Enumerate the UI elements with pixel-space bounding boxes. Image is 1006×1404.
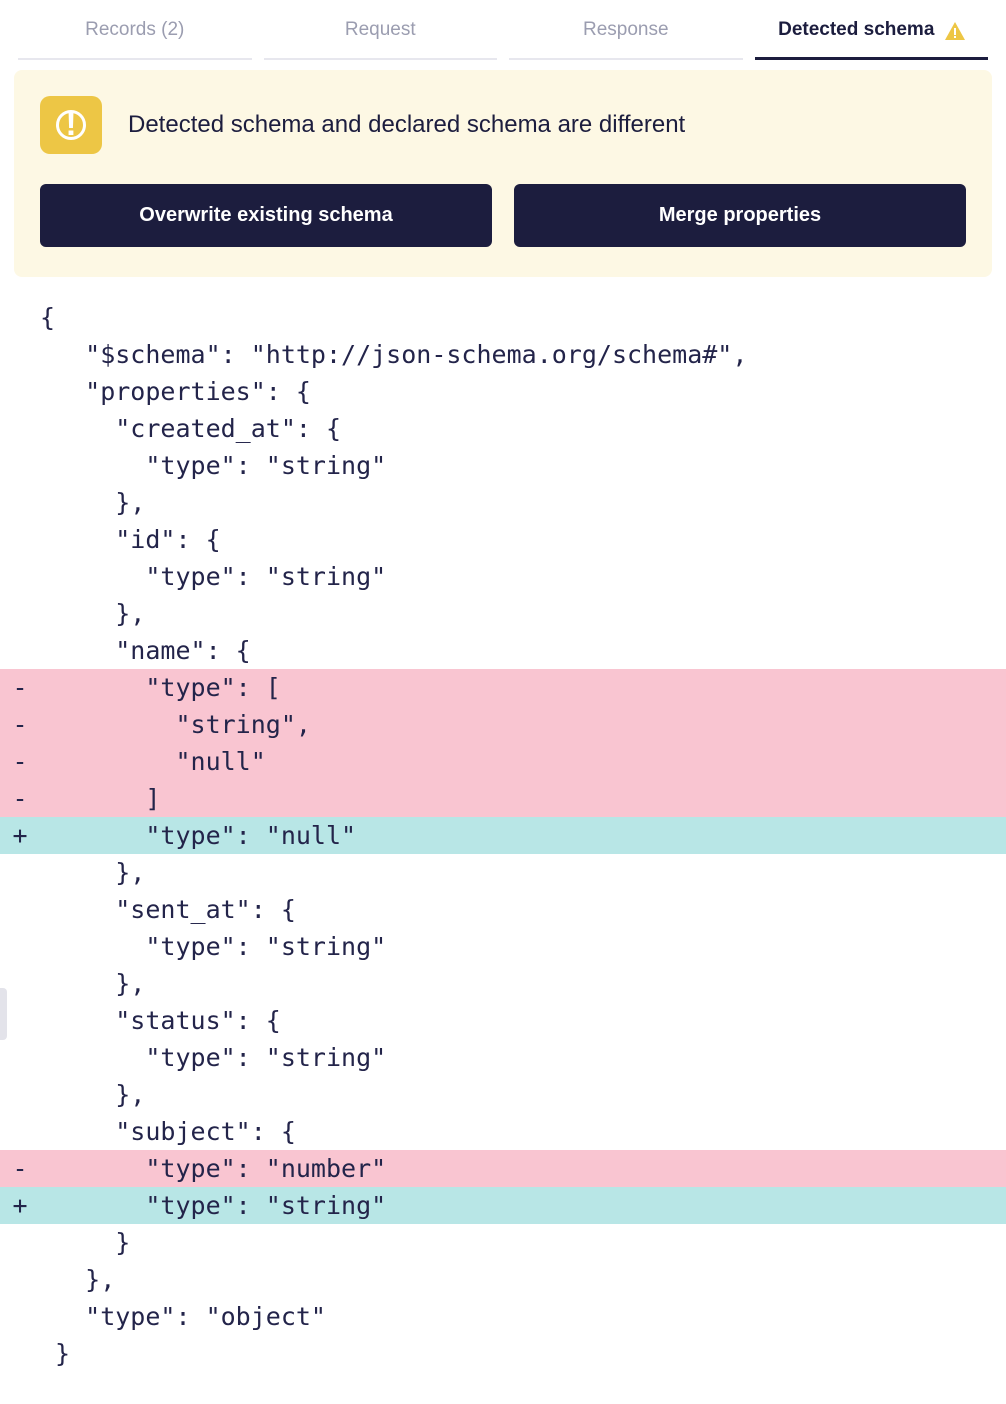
diff-line-text: "type": "number" (40, 1154, 387, 1183)
diff-line (0, 669, 1006, 706)
diff-line (0, 928, 1006, 965)
diff-line (0, 706, 1006, 743)
diff-line-text: ] (40, 784, 161, 813)
diff-line (0, 632, 1006, 669)
diff-line (0, 965, 1006, 1002)
schema-mismatch-banner (14, 70, 992, 277)
diff-line (0, 410, 1006, 447)
diff-line-text: { (40, 303, 56, 332)
tab-bar (0, 0, 1006, 60)
diff-line (0, 1298, 1006, 1335)
diff-line-text: "type": [ (40, 673, 281, 702)
diff-line-text: "type": "object" (40, 1302, 326, 1331)
diff-line-marker: - (12, 673, 28, 702)
diff-line-text: "subject": { (40, 1117, 296, 1146)
diff-line (0, 780, 1006, 817)
diff-line-text: "type": "string" (40, 1191, 387, 1220)
diff-line-text: "created_at": { (40, 414, 342, 443)
diff-line-text: "$schema": "http://json-schema.org/schema#", (40, 340, 748, 369)
tab-detected-schema-label: Detected schema (778, 18, 935, 40)
diff-line-text: "type": "string" (40, 1043, 387, 1072)
diff-line-text: }, (40, 858, 146, 887)
diff-line-marker: - (12, 784, 28, 813)
diff-line (0, 854, 1006, 891)
alert-exclamation-glyph: ! (56, 110, 86, 140)
diff-line (0, 373, 1006, 410)
diff-line-text: "status": { (40, 1006, 281, 1035)
diff-line (0, 484, 1006, 521)
diff-line (0, 595, 1006, 632)
diff-line-marker: - (12, 710, 28, 739)
diff-line (0, 1002, 1006, 1039)
diff-line-text: }, (40, 488, 146, 517)
diff-line (0, 1076, 1006, 1113)
banner-header (40, 96, 966, 154)
tab-request-label: Request (344, 19, 416, 40)
alert-exclamation-icon (40, 96, 102, 154)
diff-line (0, 1150, 1006, 1187)
diff-line (0, 817, 1006, 854)
diff-line-text: "properties": { (40, 377, 311, 406)
tab-response-label: Response (582, 19, 669, 40)
diff-line-text: }, (40, 599, 146, 628)
diff-line-text: } (40, 1339, 71, 1368)
diff-line-marker: + (12, 821, 28, 850)
diff-line (0, 1261, 1006, 1298)
diff-line-text: } (40, 1228, 131, 1257)
merge-properties-button[interactable]: Merge properties (514, 184, 966, 247)
tab-records-label: Records (2) (85, 19, 185, 40)
warning-triangle-icon (944, 21, 964, 39)
diff-line (0, 558, 1006, 595)
diff-line-marker: - (12, 1154, 28, 1183)
diff-line-text: "type": "null" (40, 821, 357, 850)
diff-line (0, 1187, 1006, 1224)
overwrite-existing-schema-button[interactable]: Overwrite existing schema (40, 184, 492, 247)
diff-line-text: }, (40, 1080, 146, 1109)
diff-line-marker: - (12, 747, 28, 776)
diff-line-text: "type": "string" (40, 932, 387, 961)
diff-line-text: "type": "string" (40, 562, 387, 591)
diff-line-text: }, (40, 1265, 116, 1294)
diff-line-text: "sent_at": { (40, 895, 296, 924)
tab-response[interactable] (509, 0, 743, 60)
diff-line-text: "string", (40, 710, 311, 739)
diff-line (0, 1039, 1006, 1076)
diff-line-text: "id": { (40, 525, 221, 554)
diff-line (0, 521, 1006, 558)
diff-line-text: }, (40, 969, 146, 998)
scrollbar-nub[interactable] (0, 988, 7, 1040)
tab-records[interactable] (18, 0, 252, 60)
diff-line-text: "type": "string" (40, 451, 387, 480)
diff-line-text: "null" (40, 747, 266, 776)
diff-line (0, 743, 1006, 780)
diff-line (0, 299, 1006, 336)
diff-line-marker: + (12, 1191, 28, 1220)
diff-line-text: "name": { (40, 636, 251, 665)
diff-line (0, 1224, 1006, 1261)
banner-message: Detected schema and declared schema are different (128, 111, 686, 138)
banner-actions (40, 184, 966, 247)
tab-request[interactable] (264, 0, 498, 60)
schema-diff-view (0, 299, 1006, 1372)
diff-line (0, 1335, 1006, 1372)
diff-line (0, 891, 1006, 928)
tab-detected-schema[interactable] (755, 0, 989, 60)
diff-line (0, 1113, 1006, 1150)
diff-line (0, 447, 1006, 484)
diff-line (0, 336, 1006, 373)
